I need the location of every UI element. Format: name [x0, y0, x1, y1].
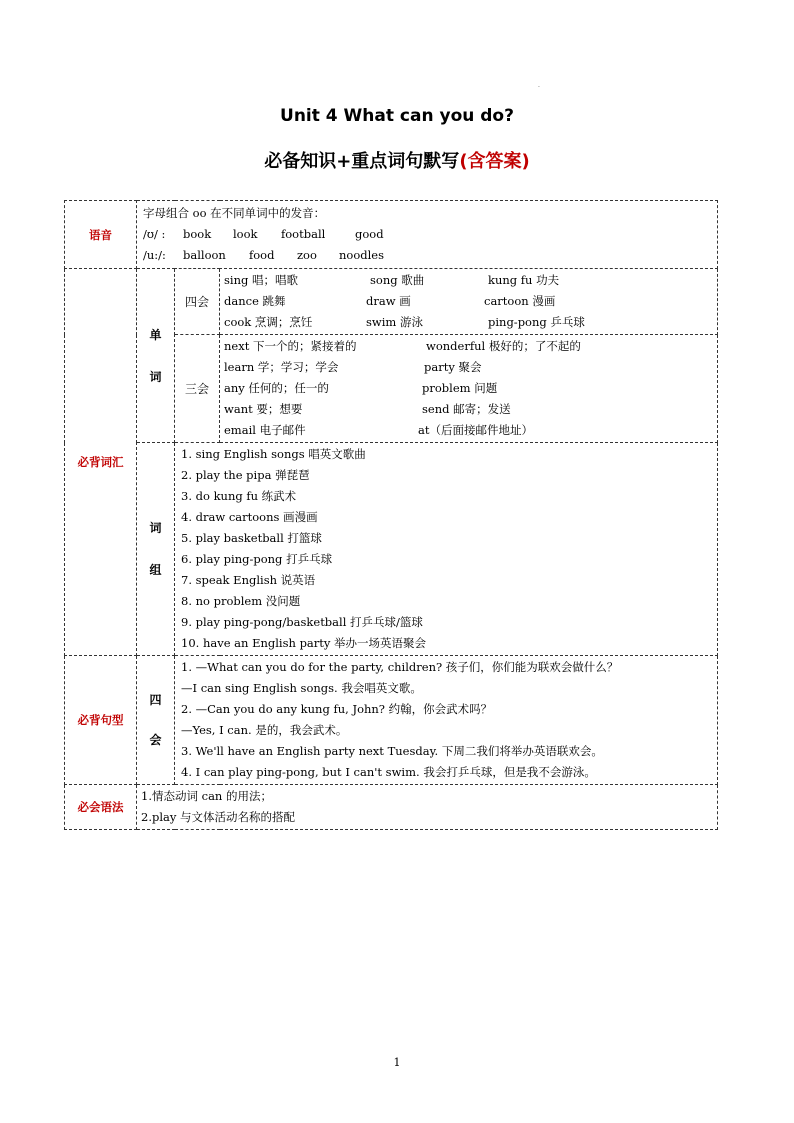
words-sublabel-char: 词 [149, 369, 162, 384]
word: song 歌曲 [370, 273, 425, 287]
section-label-vocab: 必背词汇 [65, 269, 137, 656]
word: sing 唱；唱歌 [224, 273, 299, 287]
word: next 下一个的；紧接着的 [224, 339, 357, 353]
word: send 邮寄；发送 [422, 402, 511, 416]
word: email 电子邮件 [224, 423, 306, 437]
page-number: 1 [393, 1056, 401, 1069]
word: football [281, 227, 326, 241]
sentence-line: 3. We'll have an English party next Tuesday. 下周二我们将举办英语联欢会。 [181, 744, 603, 758]
sentence-line: —Yes, I can. 是的，我会武术。 [181, 723, 348, 737]
sentence-line: 2. —Can you do any kung fu, John? 约翰，你会武术吗？ [181, 702, 493, 716]
word: any 任何的；任一的 [224, 381, 329, 395]
word: zoo [297, 248, 317, 262]
sentence-line: 1. —What can you do for the party, children? 孩子们，你们能为联欢会做什么？ [181, 660, 619, 674]
sentence-line: 4. I can play ping-pong, but I can't swim. 我会打乒乓球，但是我不会游泳。 [181, 765, 596, 779]
word: ping-pong 乒乓球 [488, 315, 585, 329]
vocab-phrases-row [65, 443, 718, 656]
grammar-line: 1.情态动词 can 的用法； [141, 789, 272, 803]
word-row [220, 420, 717, 441]
sentences-sublabel [137, 656, 175, 785]
phrase-list [175, 443, 718, 656]
word: look [233, 227, 258, 241]
words-sublabel [137, 269, 175, 443]
word: good [355, 227, 384, 241]
phrase-item: 3. do kung fu 练武术 [181, 489, 297, 503]
word: wonderful 极好的；了不起的 [426, 339, 581, 353]
word: food [249, 248, 275, 262]
pronunciation-short-row [137, 224, 717, 245]
phrase-item: 6. play ping-pong 打乒乓球 [181, 552, 333, 566]
pronunciation-long-row [137, 245, 717, 266]
page-title: Unit 4 What can you do? [280, 106, 514, 126]
pronunciation-intro: 字母组合 oo 在不同单词中的发音： [143, 206, 326, 220]
phrase-item: 9. play ping-pong/basketball 打乒乓球/篮球 [181, 615, 423, 629]
three-words [220, 335, 718, 443]
phrases-sublabel [137, 443, 175, 656]
vocab-four-row [65, 269, 718, 335]
word-row [220, 399, 717, 420]
word: balloon [183, 248, 226, 262]
word: at（后面接邮件地址） [418, 423, 533, 437]
phrase-item: 10. have an English party 举办一场英语聚会 [181, 636, 427, 650]
four-words [220, 269, 718, 335]
word: want 要；想要 [224, 402, 303, 416]
phrase-item: 4. draw cartoons 画漫画 [181, 510, 318, 524]
word: problem 问题 [422, 381, 498, 395]
word: book [183, 227, 212, 241]
word: swim 游泳 [366, 315, 423, 329]
ipa-long: /u:/: [143, 248, 166, 262]
word: cartoon 漫画 [484, 294, 556, 308]
pronunciation-row [65, 201, 718, 269]
word: noodles [339, 248, 385, 262]
word: party 聚会 [424, 360, 482, 374]
word-row [220, 378, 717, 399]
ipa-short: /ʊ/ : [143, 227, 166, 241]
phrase-item: 7. speak English 说英语 [181, 573, 316, 587]
phrase-item: 5. play basketball 打篮球 [181, 531, 322, 545]
grammar-line: 2.play 与文体活动名称的搭配 [141, 810, 296, 824]
subtitle-main: 必备知识+重点词句默写 [264, 151, 460, 172]
sentence-line: —I can sing English songs. 我会唱英文歌。 [181, 681, 422, 695]
word-row [220, 270, 717, 291]
grammar-content [137, 785, 718, 830]
word: learn 学；学习；学会 [224, 360, 339, 374]
sentences-sublabel-char: 会 [149, 733, 162, 747]
section-label-pronunciation: 语音 [65, 201, 137, 269]
word: kung fu 功夫 [488, 273, 560, 287]
sentences-row [65, 656, 718, 785]
phrases-sublabel-char: 词 [149, 521, 162, 535]
level-three: 三会 [175, 335, 220, 443]
subtitle-answer-note: (含答案) [459, 151, 530, 172]
section-label-grammar: 必会语法 [65, 785, 137, 830]
phrase-item: 1. sing English songs 唱英文歌曲 [181, 447, 366, 461]
sentence-list [175, 656, 718, 785]
section-label-sentences: 必背句型 [65, 656, 137, 785]
phrase-item: 8. no problem 没问题 [181, 594, 301, 608]
page-subtitle [0, 147, 794, 173]
grammar-row [65, 785, 718, 830]
sentences-sublabel-char: 四 [149, 693, 162, 707]
word-row [220, 312, 717, 333]
word-row [220, 291, 717, 312]
word: dance 跳舞 [224, 294, 286, 308]
pronunciation-content [137, 201, 718, 269]
words-sublabel-char: 单 [149, 327, 162, 342]
word: draw 画 [366, 294, 411, 308]
phrase-item: 2. play the pipa 弹琵琶 [181, 468, 310, 482]
level-four: 四会 [175, 269, 220, 335]
phrases-sublabel-char: 组 [149, 563, 162, 577]
word-row [220, 336, 717, 357]
word: cook 烹调；烹饪 [224, 315, 313, 329]
knowledge-table [64, 200, 718, 830]
stray-dot: . [538, 82, 540, 89]
word-row [220, 357, 717, 378]
